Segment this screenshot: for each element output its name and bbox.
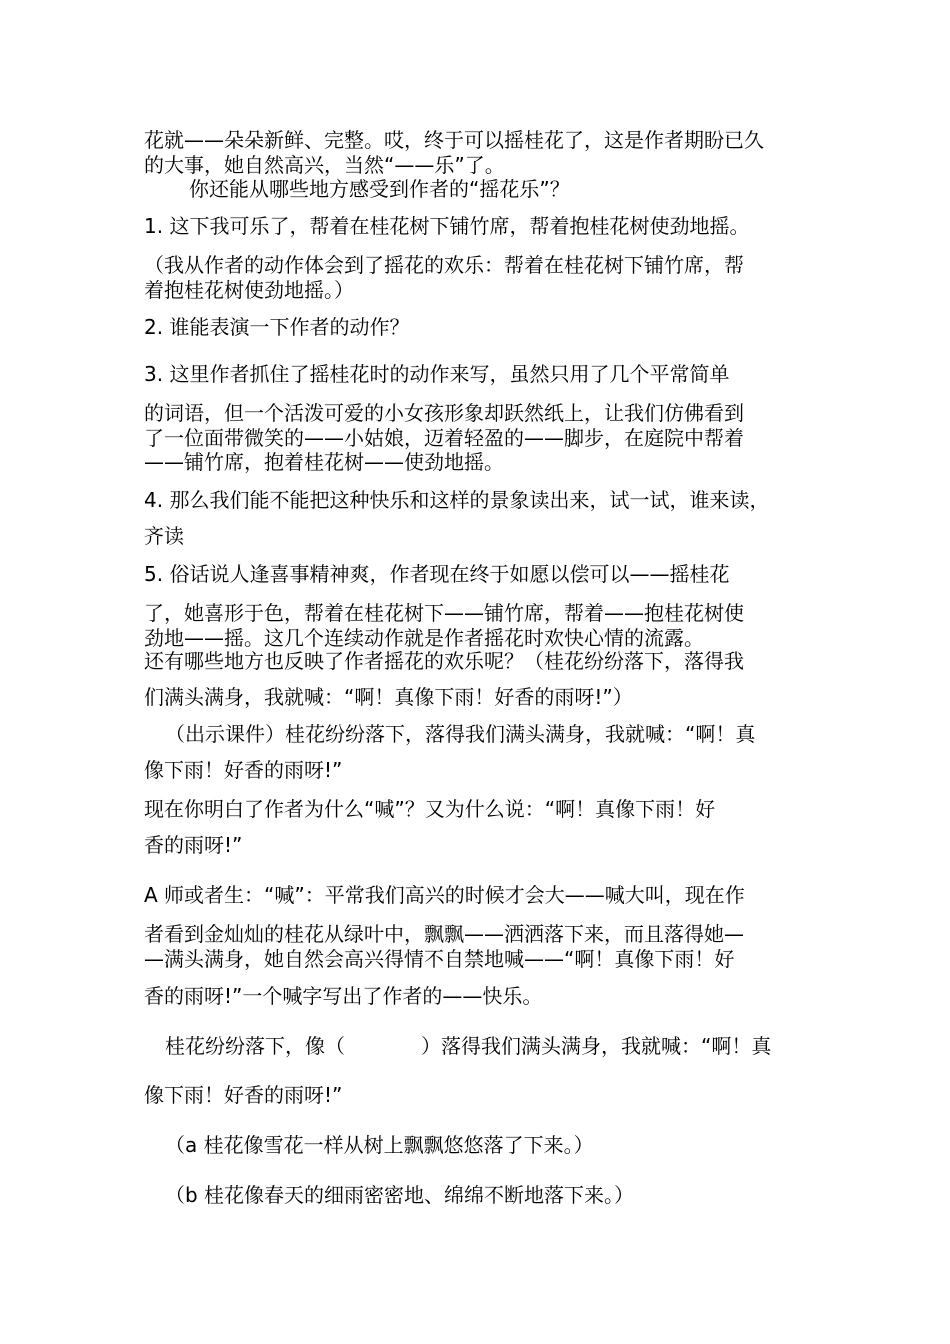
paragraph-line: （我从作者的动作体会到了摇花的欢乐：帮着在桂花树下铺竹席，帮 xyxy=(144,253,744,277)
paragraph-line: 还有哪些地方也反映了作者摇花的欢乐呢？（桂花纷纷落下，落得我 xyxy=(144,649,744,673)
paragraph-line: 的词语，但一个活泼可爱的小女孩形象却跃然纸上，让我们仿佛看到 xyxy=(144,401,744,425)
list-item-1: 1. 这下我可乐了，帮着在桂花树下铺竹席，帮着抱桂花树使劲地摇。 xyxy=(144,214,750,238)
question-line: 你还能从哪些地方感受到作者的“摇花乐”？ xyxy=(189,177,570,201)
paragraph-line: A 师或者生：“喊”：平常我们高兴的时候才会大——喊大叫，现在作 xyxy=(144,883,745,907)
paragraph-line: 花就——朵朵新鲜、完整。哎，终于可以摇桂花了，这是作者期盼已久 xyxy=(144,128,764,152)
paragraph-line: 的大事，她自然高兴，当然“——乐”了。 xyxy=(144,153,505,177)
paragraph-line: 者看到金灿灿的桂花从绿叶中，飘飘——洒洒落下来，而且落得她— xyxy=(144,922,744,946)
list-item-4: 4. 那么我们能不能把这种快乐和这样的景象读出来，试一试，谁来读， xyxy=(144,488,770,512)
paragraph-line: 着抱桂花树使劲地摇。） xyxy=(144,278,354,302)
list-item-5: 5. 俗话说人逢喜事精神爽，作者现在终于如愿以偿可以——摇桂花 xyxy=(144,562,730,586)
paragraph-line: —满头满身，她自然会高兴得情不自禁地喊——“啊！真像下雨！好 xyxy=(144,947,735,971)
option-a: （a 桂花像雪花一样从树上飘飘悠悠落了下来。） xyxy=(165,1133,594,1157)
paragraph-line: 了一位面带微笑的——小姑娘，迈着轻盈的——脚步，在庭院中帮着 xyxy=(144,426,744,450)
fill-line-after: ）落得我们满头满身，我就喊：“啊！真 xyxy=(421,1034,772,1058)
option-b: （b 桂花像春天的细雨密密地、绵绵不断地落下来。） xyxy=(165,1183,635,1207)
paragraph-line: 香的雨呀!”一个喊字写出了作者的——快乐。 xyxy=(144,984,543,1008)
paragraph-line: 劲地——摇。这几个连续动作就是作者摇花时欢快心情的流露。 xyxy=(144,626,704,650)
paragraph-line: 像下雨！好香的雨呀!” xyxy=(144,758,343,782)
paragraph-line: 像下雨！好香的雨呀!” xyxy=(144,1083,343,1107)
fill-in-blank-line xyxy=(165,1034,845,1058)
paragraph-line: 现在你明白了作者为什么“喊”？又为什么说：“啊！真像下雨！好 xyxy=(144,797,716,821)
list-item-3: 3. 这里作者抓住了摇桂花时的动作来写，虽然只用了几个平常简单 xyxy=(144,362,730,386)
paragraph-line: （出示课件）桂花纷纷落下，落得我们满头满身，我就喊：“啊！真 xyxy=(165,722,756,746)
paragraph-line: 了，她喜形于色，帮着在桂花树下——铺竹席，帮着——抱桂花树使 xyxy=(144,601,744,625)
paragraph-line: 们满头满身，我就喊：“啊！真像下雨！好香的雨呀!”） xyxy=(144,685,633,709)
fill-line-before: 桂花纷纷落下，像（ xyxy=(165,1034,345,1058)
paragraph-line: 香的雨呀!” xyxy=(144,833,243,857)
list-item-2: 2. 谁能表演一下作者的动作？ xyxy=(144,315,410,339)
paragraph-line: ——铺竹席，抱着桂花树——使劲地摇。 xyxy=(144,450,504,474)
paragraph-line: 齐读 xyxy=(144,524,184,548)
